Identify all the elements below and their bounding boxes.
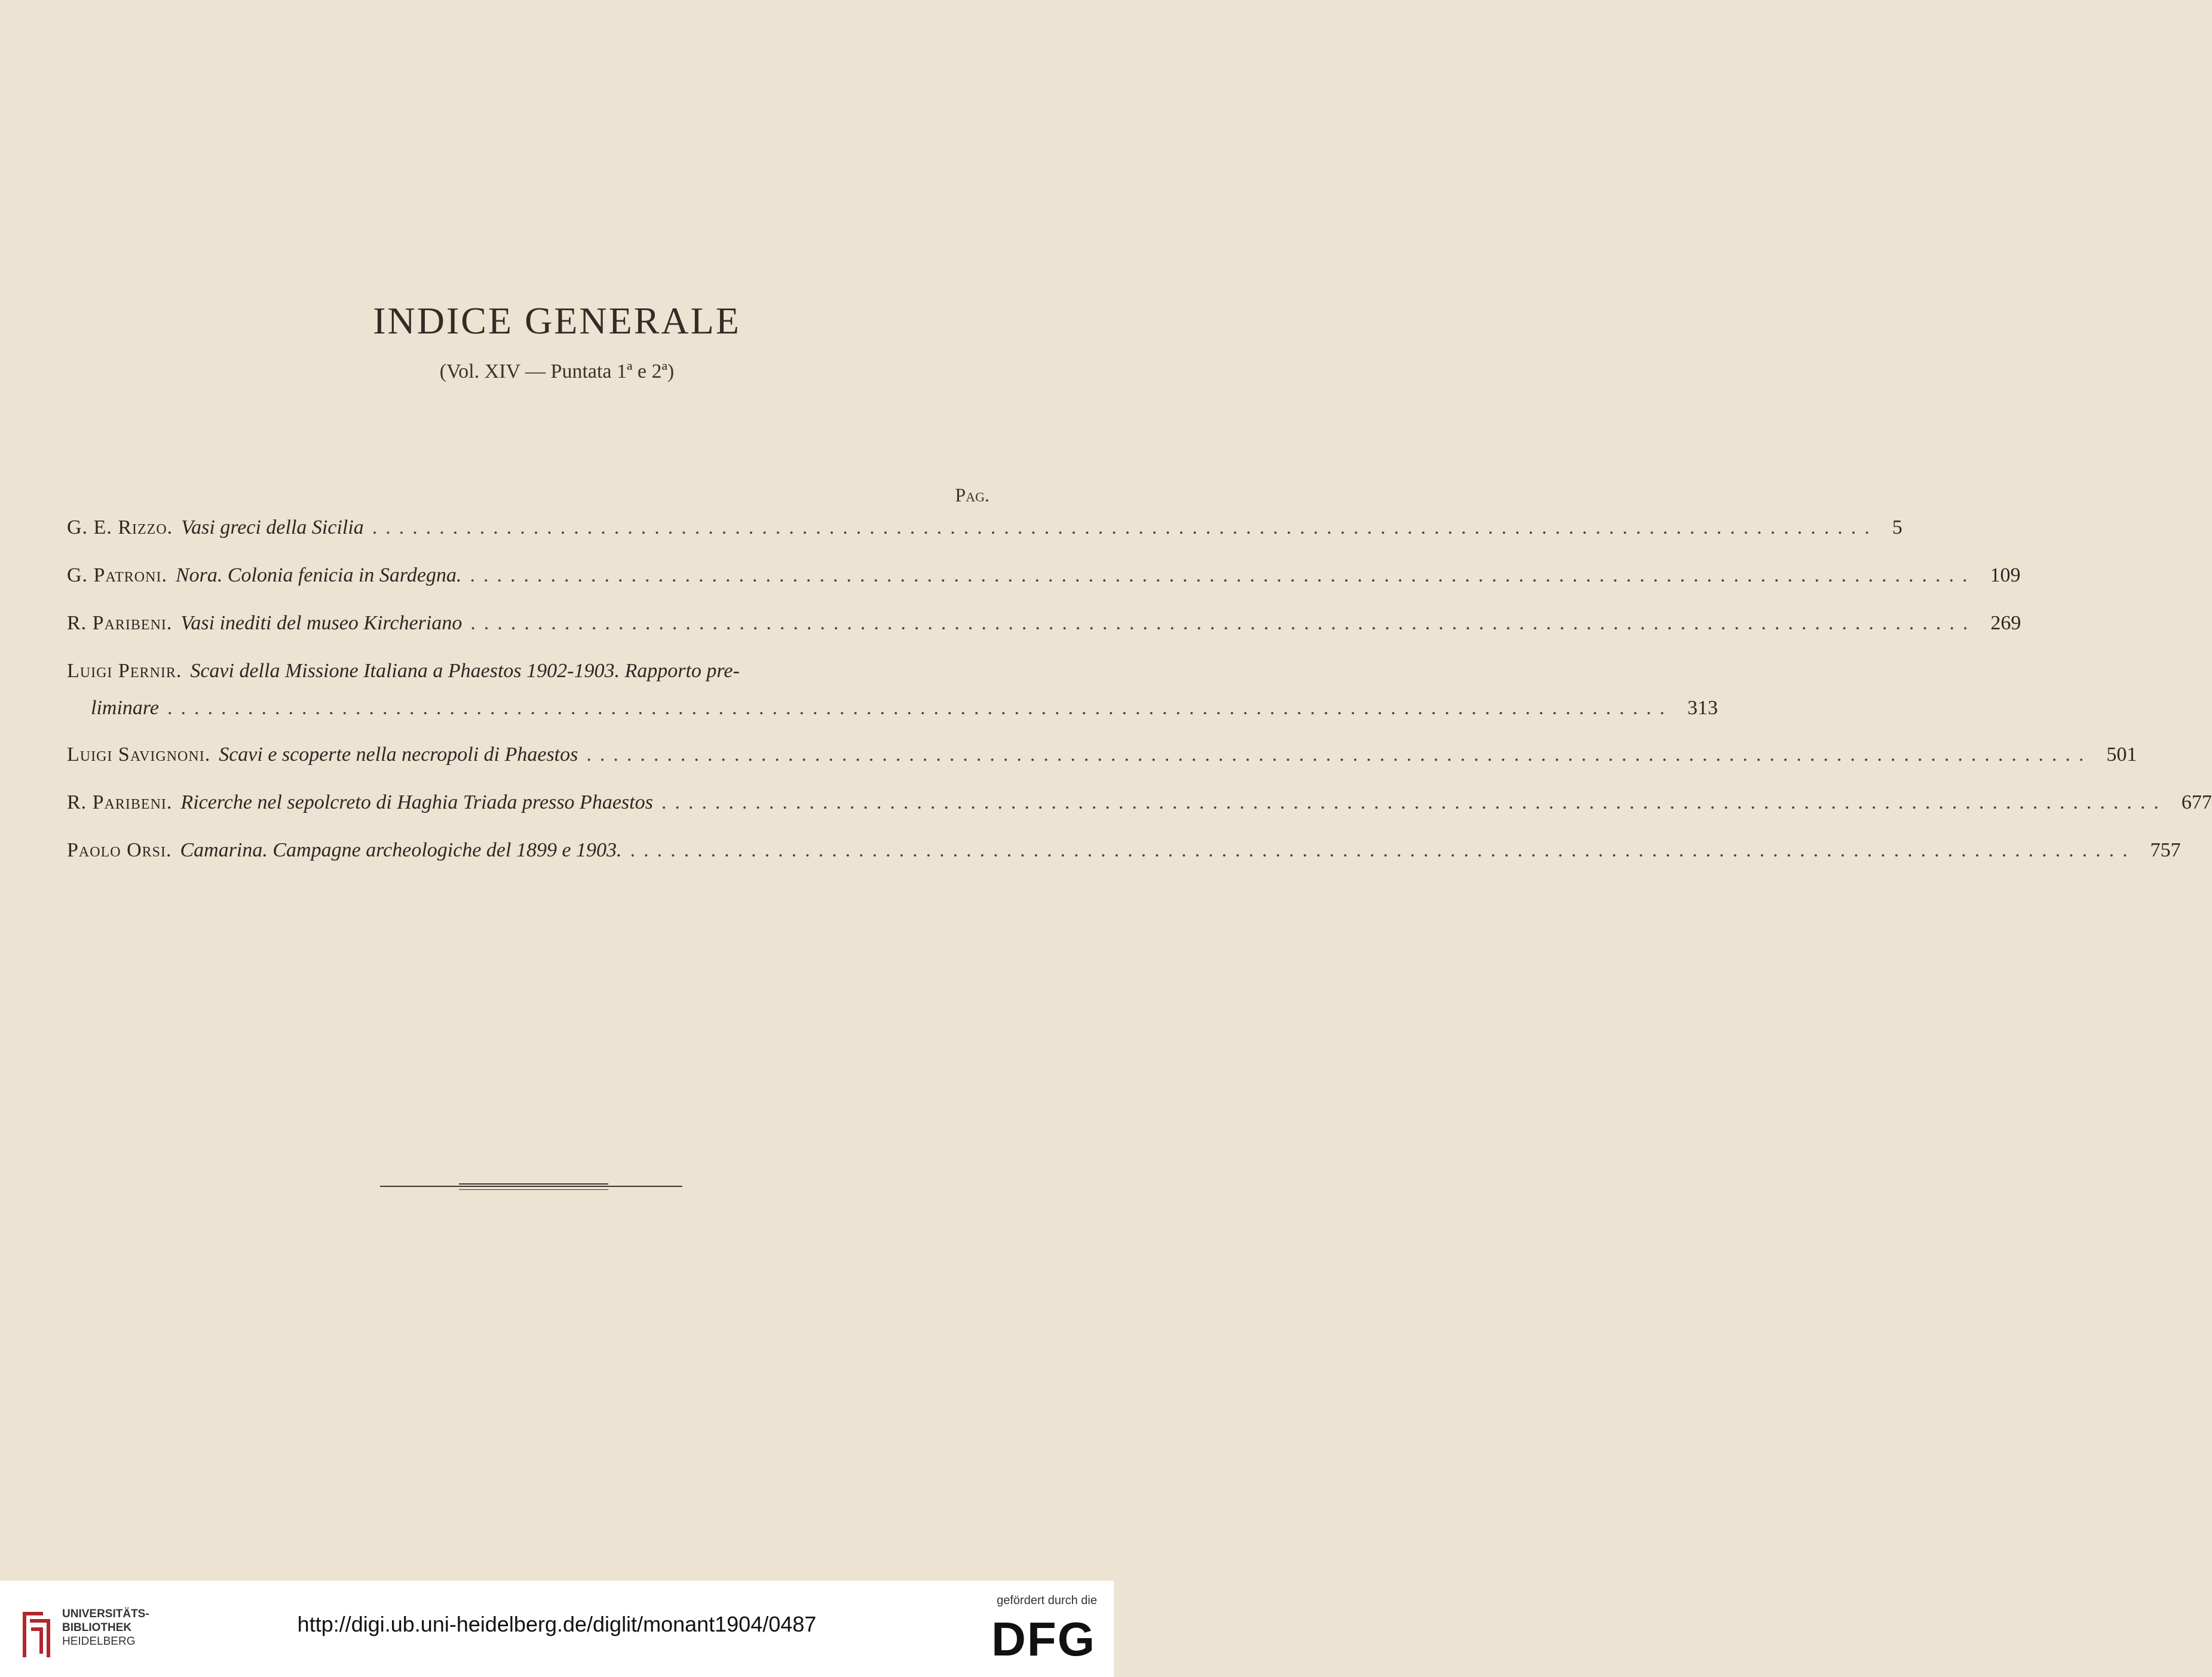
decorative-rule bbox=[380, 1183, 682, 1195]
toc-title-continuation: liminare bbox=[91, 697, 159, 719]
permalink-url[interactable]: http://digi.ub.uni-heidelberg.de/diglit/monant1904/0487 bbox=[297, 1612, 817, 1636]
dot-leader: ................................................................................................................ bbox=[661, 791, 2167, 813]
toc-entry bbox=[67, 508, 1902, 556]
toc-author: R. Paribeni. bbox=[67, 612, 173, 634]
dot-leader: ................................................................................................................ bbox=[470, 612, 1977, 634]
toc-title: Scavi e scoperte nella necropoli di Phaestos bbox=[219, 743, 578, 766]
toc-author: Luigi Pernir. bbox=[67, 660, 182, 682]
toc-entry bbox=[67, 604, 2021, 651]
toc-entry bbox=[67, 651, 1718, 735]
dot-leader: ................................................................................................................ bbox=[167, 697, 1673, 719]
toc-page-number: 501 bbox=[2106, 743, 2137, 766]
dot-leader: ................................................................................................................ bbox=[586, 743, 2092, 766]
toc-author: G. Patroni. bbox=[67, 564, 167, 586]
toc-entry bbox=[67, 783, 2212, 831]
toc-page-number: 757 bbox=[2150, 839, 2181, 861]
toc-author: R. Paribeni. bbox=[67, 791, 173, 813]
page-title: INDICE GENERALE bbox=[373, 299, 741, 342]
toc-author: Luigi Savignoni. bbox=[67, 743, 211, 766]
dot-leader: ................................................................................................................ bbox=[372, 516, 1878, 538]
toc-page-number: 269 bbox=[1990, 612, 2021, 634]
toc-title: Ricerche nel sepolcreto di Haghia Triada presso Phaestos bbox=[180, 791, 653, 813]
toc-title: Vasi greci della Sicilia bbox=[181, 516, 364, 538]
toc-page-number: 5 bbox=[1892, 516, 1902, 538]
dot-leader: ................................................................................................................ bbox=[630, 839, 2136, 861]
dot-leader: ................................................................................................................ bbox=[470, 564, 1976, 586]
toc-page-number: 313 bbox=[1687, 697, 1718, 719]
toc-page-number: 109 bbox=[1990, 564, 2021, 586]
toc-entry bbox=[67, 831, 2181, 879]
toc-author: Paolo Orsi. bbox=[67, 839, 172, 861]
toc-title: Nora. Colonia fenicia in Sardegna. bbox=[175, 564, 462, 586]
toc-page-number: 677 bbox=[2181, 791, 2212, 813]
toc-author: G. E. Rizzo. bbox=[67, 516, 173, 538]
toc-title: Vasi inediti del museo Kircheriano bbox=[180, 612, 462, 634]
dfg-logo: DFG bbox=[991, 1612, 1096, 1666]
footer-bar bbox=[0, 1581, 1114, 1677]
funder-label: gefördert durch die bbox=[997, 1594, 1097, 1607]
page-subtitle: (Vol. XIV — Puntata 1ª e 2ª) bbox=[439, 360, 675, 382]
toc-title: Camarina. Campagne archeologiche del 1899 e 1903. bbox=[180, 839, 622, 861]
library-name: UNIVERSITÄTS- BIBLIOTHEK HEIDELBERG bbox=[62, 1608, 149, 1648]
page-column-label: Pag. bbox=[955, 484, 989, 506]
toc-entry bbox=[67, 735, 2137, 783]
table-of-contents bbox=[67, 508, 2212, 879]
toc-title: Scavi della Missione Italiana a Phaestos 1902-1903. Rapporto pre- bbox=[190, 660, 740, 682]
toc-entry bbox=[67, 556, 2021, 604]
